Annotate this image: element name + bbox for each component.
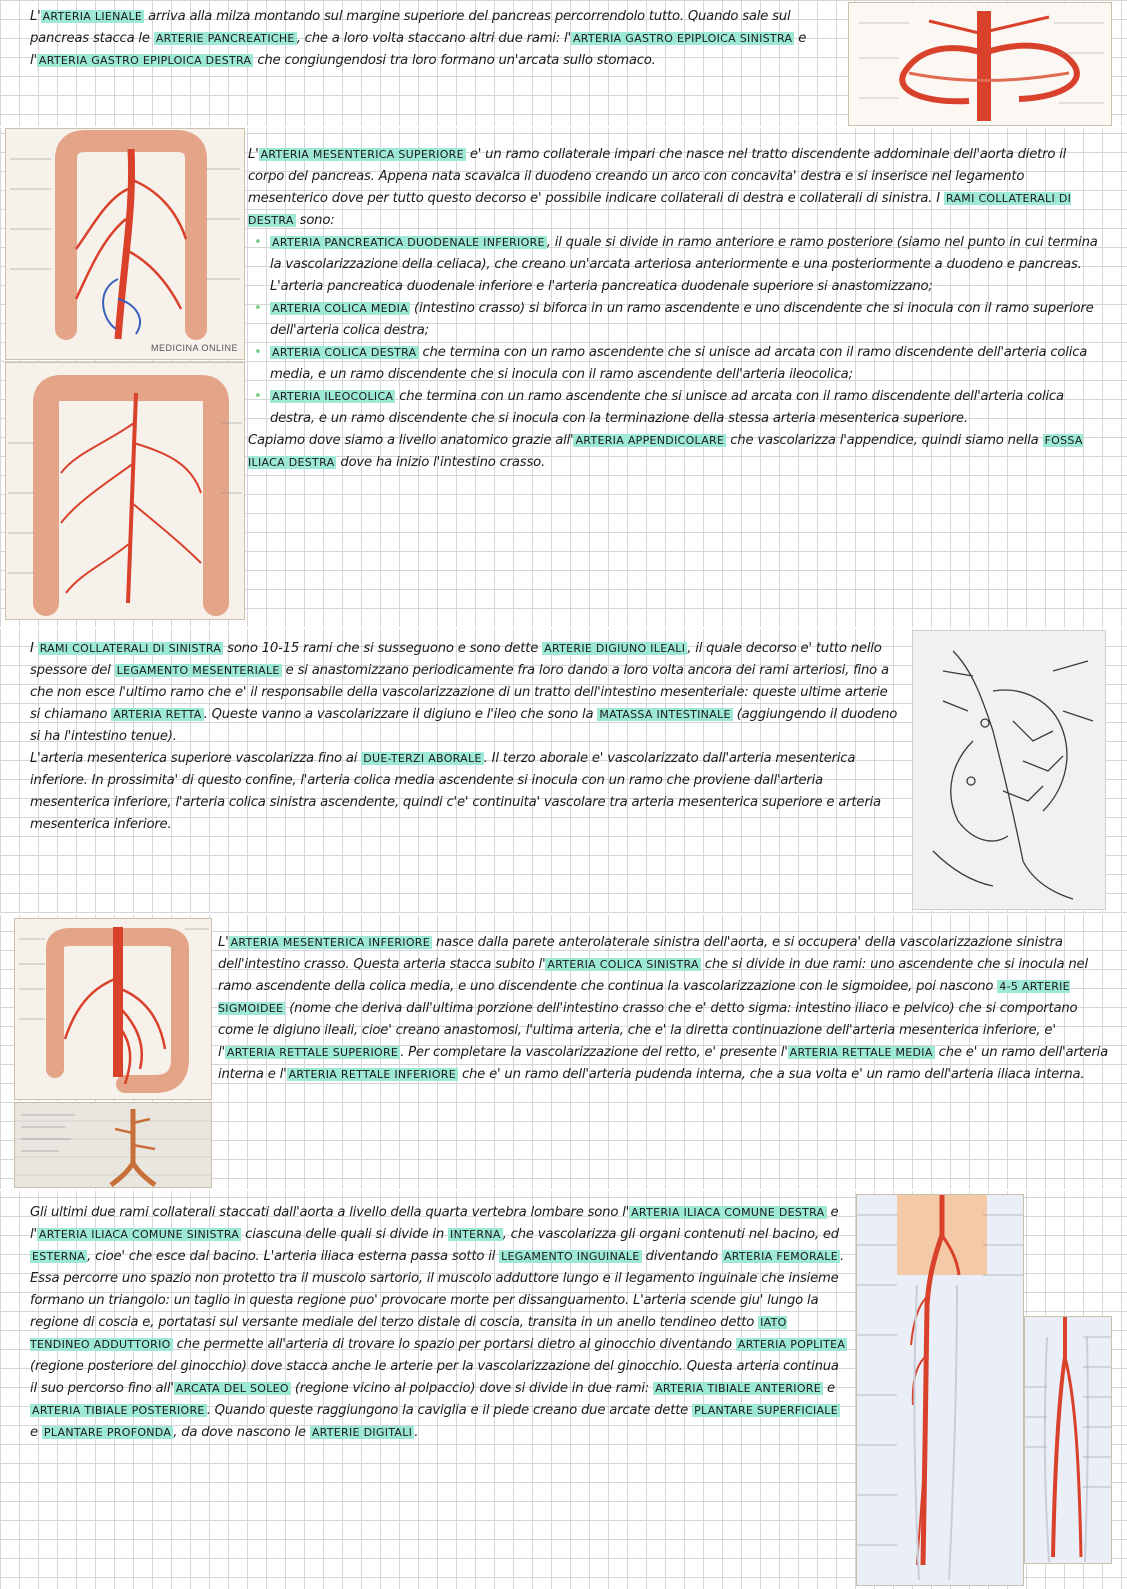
highlighted-term: ARTERIE DIGITALI [311,1426,413,1439]
text-run: , che a loro volta staccano altri due rami: l' [296,31,571,46]
highlighted-term: ARTERIA RETTALE INFERIORE [288,1068,456,1081]
highlighted-term: ARTERIA MESENTERICA INFERIORE [230,936,430,949]
highlighted-term: IATO TENDINEO ADDUTTORIO [30,1316,787,1351]
text-run: che si divide in due rami: uno ascendente che si inocula nel ramo ascendente della colica media, e uno discendente che continua la vascolarizzazione con le sigmoidee, poi nascono [218,957,1088,994]
highlighted-term: ARTERIA ILIACA COMUNE SINISTRA [38,1228,240,1241]
collateral-right-list [248,232,1104,430]
text-run: , il quale si divide in ramo anteriore e ramo posteriore (siamo nel punto in cui termina la vascolarizzazione della celiaca), che creano un'arcata arteriosa anteriormente e una posteriormente a duodeno e pancreas. L'arteria pancreatica duodenale inferiore e l'arteria pancreatica duodenale superiore si anastomizzano; [270,235,1098,294]
text-run: che termina con un ramo ascendente che si unisce ad arcata con il ramo discendente dell'arteria colica media, e un ramo discendente che si inocula con il ramo ascendente dell'arteria ileocolica; [270,345,1088,382]
highlighted-term: ESTERNA [32,1250,86,1263]
figure-superior-mesenteric [5,128,245,360]
highlighted-term: PLANTARE SUPERFICIALE [694,1404,838,1417]
paragraph [30,638,900,748]
lower-leg-back-illustration [1025,1317,1111,1563]
text-run: . Essa percorre uno spazio non protetto tra il muscolo sartorio, il muscolo adduttore lungo e il legamento inguinale che insieme formano un triangolo: un taglio in questa regione puo' provocare morte per dissanguamento. L'arteria scende giu' lungo la regione di coscia e, portatasi sul versante mediale del terzo distale di coscia, transita in un anello tendineo detto [30,1249,844,1330]
text-run: e [30,1425,42,1440]
highlighted-term: RAMI COLLATERALI DI SINISTRA [39,642,222,655]
highlighted-term: ARTERIA COLICA DESTRA [272,346,417,359]
paragraph [30,6,830,72]
text-run: diventando [641,1249,722,1264]
section-arteria-lienale [30,6,830,72]
inferior-mesenteric-illustration [15,919,211,1099]
figure-hand-drawn-sketch [912,630,1106,910]
text-run: (regione posteriore del ginocchio) dove stacca anche le arterie per la vascolarizzazione del ginocchio. Questa arteria continua il suo percorso fino all' [30,1359,839,1396]
text-run: (intestino crasso) si biforca in un ramo ascendente e uno discendente che si inocula con il ramo superiore dell'arteria colica destra; [270,301,1094,338]
text-run: (aggiungendo il duodeno si ha l'intestino tenue). [30,707,898,744]
highlighted-term: MATASSA INTESTINALE [599,708,731,721]
aorta-shape [113,927,123,1077]
section-separator [0,1189,1127,1191]
highlighted-term: ARTERIA POPLITEA [737,1338,846,1351]
paragraph [30,1202,848,1444]
text-run: . Queste vanno a vascolarizzare il digiuno e l'ileo che sono la [203,707,598,722]
abdominal-aorta-illustration [15,1103,211,1187]
text-run: sono: [295,213,335,228]
section-arterie-iliache [30,1202,848,1444]
highlighted-term: ARTERIA MESENTERICA SUPERIORE [260,148,464,161]
text-run: , che vascolarizza gli organi contenuti nel bacino, ed [502,1227,839,1242]
highlighted-term: ARTERIA RETTALE MEDIA [789,1046,933,1059]
text-run: I [30,641,38,656]
sma-shape [118,149,132,339]
superior-mesenteric-illustration [6,129,244,359]
text-run: , cioe' che esce dal bacino. L'arteria iliaca esterna passa sotto il [87,1249,500,1264]
text-run: nasce dalla parete anterolaterale sinistra dell'aorta, e si occupera' della vascolarizzazione sinistra dell'intestino crasso. Questa arteria stacca subito l' [218,935,1063,972]
highlighted-term: ARTERIE DIGIUNO ILEALI [544,642,686,655]
text-run: . Per completare la vascolarizzazione del retto, e' presente l' [400,1045,788,1060]
text-run: arriva alla milza montando sul margine superiore del pancreas percorrendolo tutto. Quando sale sul pancreas stacca le [30,9,791,46]
text-run: e l' [30,1205,839,1242]
section-separator [0,627,1127,629]
highlighted-term: PLANTARE PROFONDA [43,1426,172,1439]
paragraph [218,932,1110,1086]
figure-lower-leg-arteries-back [1024,1316,1112,1564]
paragraph-outro [248,430,1104,474]
lower-limb-front-illustration [857,1195,1023,1585]
highlighted-term: FOSSA ILIACA DESTRA [248,434,1083,469]
text-run: dove ha inizio l'intestino crasso. [336,455,545,470]
highlighted-term: ARTERIA GASTRO EPIPLOICA DESTRA [38,54,252,67]
highlighted-term: ARTERIA APPENDICOLARE [575,434,725,447]
hepatic-artery-shape [984,46,1077,99]
highlighted-term: INTERNA [450,1228,501,1241]
text-run: e' un ramo collaterale impari che nasce nel tratto discendente addominale dell'aorta dietro il corpo del pancreas. Appena nata scavalca il duodeno creando un arco con concavita' destra e si inserisce nel legamento mesenterico dove per tutto questo decorso e' possibile indicare collaterali di destra e collaterali di sinistra. I [248,147,1067,206]
highlighted-term: ARTERIA GASTRO EPIPLOICA SINISTRA [572,32,793,45]
highlighted-term: LEGAMENTO MESENTERIALE [116,664,280,677]
list-item [248,342,1104,386]
section-separator [0,913,1127,915]
figure-caption: MEDICINA ONLINE [151,343,239,353]
popliteal-artery-shape [1053,1317,1065,1557]
text-run: che vascolarizza l'appendice, quindi siamo nella [726,433,1043,448]
highlighted-term: ARTERIA RETTALE SUPERIORE [226,1046,399,1059]
figure-colic-arteries [5,362,245,620]
text-run: che termina con un ramo ascendente che si unisce ad arcata con il ramo discendente dell'arteria colica destra, e un ramo discendente che si inocula con la terminazione della stessa arteria mesenterica superiore. [270,389,1064,426]
highlighted-term: ARCATA DEL SOLEO [175,1382,289,1395]
text-run: che e' un ramo dell'arteria interna e l' [218,1045,1109,1082]
highlighted-term: ARTERIA PANCREATICA DUODENALE INFERIORE [272,236,545,249]
list-item [248,232,1104,298]
text-run: che e' un ramo dell'arteria pudenda interna, che a sua volta e' un ramo dell'arteria iliaca interna. [457,1067,1085,1082]
text-run: (regione vicino al polpaccio) dove si divide in due rami: [290,1381,654,1396]
section-rami-collaterali-sinistra [30,638,900,836]
text-run: (nome che deriva dall'ultima porzione dell'intestino crasso che e' detto sigma: intestino iliaco e pelvico) che si comportano come le digiuno ileali, cioe' creano anastomosi, l'ultima arteria, che e' la diretta continuazione dell'arteria mesenterica inferiore, e' l' [218,1001,1078,1060]
figure-lower-limb-arteries-front [856,1194,1024,1586]
text-run: , da dove nascono le [173,1425,310,1440]
celiac-trunk-illustration [849,3,1111,125]
highlighted-term: ARTERIA RETTA [113,708,202,721]
figure-abdominal-aorta [14,1102,212,1188]
paragraph [30,748,900,836]
text-run: e si anastomizzano periodicamente fra loro dando a loro volta ancora dei rami arteriosi, fino a che non esce l'ultimo ramo che e' il responsabile della vascolarizzazione di un tratto dell'intestino mesenteriale: queste ultime arterie si chiamano [30,663,889,722]
text-run: . Quando queste raggiungono la caviglia e il piede creano due arcate dette [206,1403,693,1418]
highlighted-term: ARTERIA ILIACA COMUNE DESTRA [631,1206,825,1219]
highlighted-term: ARTERIA COLICA SINISTRA [547,958,699,971]
text-run: Gli ultimi due rami collaterali staccati dall'aorta a livello della quarta vertebra lombare sono l' [30,1205,630,1220]
text-run: e [822,1381,835,1396]
paragraph-intro [248,144,1104,232]
text-run: . Il terzo aborale e' vascolarizzato dall'arteria mesenterica inferiore. In prossimita' di questo confine, l'arteria colica media ascendente si inocula con un ramo che proviene dall'arteria mesenterica inferiore, l'arteria colica sinistra ascendente, quindi c'e' continuita' vascolare tra arteria mesenterica superiore e arteria mesenterica inferiore. [30,751,881,832]
text-run: Capiamo dove siamo a livello anatomico grazie all' [248,433,574,448]
highlighted-term: DUE-TERZI ABORALE [363,752,482,765]
highlighted-term: ARTERIA TIBIALE POSTERIORE [32,1404,205,1417]
highlighted-term: ARTERIA LIENALE [42,10,143,23]
text-run: che congiungendosi tra loro formano un'arcata sullo stomaco. [253,53,656,68]
figure-celiac-trunk [848,2,1112,126]
highlighted-term: ARTERIA FEMORALE [723,1250,838,1263]
text-run: sono 10-15 rami che si susseguono e sono dette [223,641,543,656]
text-run: L'arteria mesenterica superiore vascolarizza fino ai [30,751,362,766]
figure-inferior-mesenteric [14,918,212,1100]
text-run: che permette all'arteria di trovare lo spazio per portarsi dietro al ginocchio diventando [172,1337,736,1352]
aorta-shape [977,11,991,121]
text-run: e l' [30,31,807,68]
text-run: ciascuna delle quali si divide in [241,1227,449,1242]
text-run: L' [30,9,41,24]
highlighted-term: ARTERIA TIBIALE ANTERIORE [655,1382,821,1395]
list-item [248,298,1104,342]
highlighted-term: ARTERIA COLICA MEDIA [272,302,409,315]
list-item [248,386,1104,430]
section-arteria-mesenterica-inferiore [218,932,1110,1086]
highlighted-term: RAMI COLLATERALI DI DESTRA [248,192,1072,227]
colic-arteries-illustration [6,363,244,619]
highlighted-term: LEGAMENTO INGUINALE [501,1250,640,1263]
highlighted-term: 4-5 ARTERIE SIGMOIDEE [218,980,1070,1015]
highlighted-term: ARTERIE PANCREATICHE [155,32,295,45]
text-run: L' [218,935,229,950]
highlighted-term: ARTERIA ILEOCOLICA [272,390,394,403]
text-run: L' [248,147,259,162]
sketch-illustration [913,631,1105,909]
text-run: . [414,1425,419,1440]
text-run: , il quale decorso e' tutto nello spessore del [30,641,882,678]
section-arteria-mesenterica-superiore [248,144,1104,474]
